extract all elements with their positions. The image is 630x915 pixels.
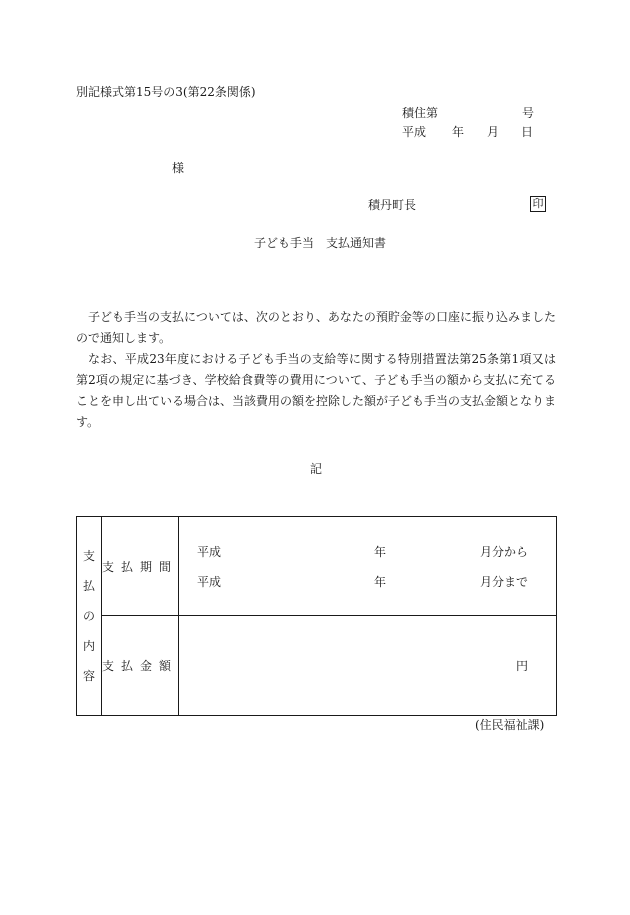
period-to-era: 平成 [197, 575, 222, 589]
sender-name: 積丹町長 [368, 198, 417, 212]
side-label-char: 支 [82, 549, 95, 563]
document-title: 子ども手当 支払通知書 [254, 236, 387, 250]
date-era: 平成 [402, 125, 427, 139]
body-text [76, 307, 556, 433]
side-label-char: 払 [82, 579, 95, 593]
document-number-suffix: 号 [522, 106, 535, 120]
seal-mark: 印 [530, 196, 546, 212]
payment-contents-label [77, 517, 102, 716]
date-year: 年 [452, 125, 465, 139]
period-from-year: 年 [374, 545, 387, 559]
paragraph-notice: 子ども手当の支払については、次のとおり、あなたの預貯金等の口座に振り込みましたので通知します。 [76, 310, 556, 345]
ki-marker: 記 [310, 462, 323, 476]
addressee-honorific: 様 [172, 161, 185, 175]
department-footer: (住民福祉課) [475, 718, 545, 732]
side-label-char: 内 [82, 639, 95, 653]
payment-period-value [179, 517, 557, 616]
paragraph-deduction: なお、平成23年度における子ども手当の支給等に関する特別措置法第25条第1項又は第2項の規定に基づき、学校給食費等の費用について、子ども手当の額から支払に充てることを申し出ている場合は、当該費用の額を控除した額が子ども手当の支払金額となります。 [76, 352, 557, 429]
period-from-era: 平成 [197, 545, 222, 559]
payment-details-table [76, 516, 557, 716]
period-from-month: 月分から [480, 545, 529, 559]
document-number-label: 積住第 [402, 106, 439, 120]
side-label-char: の [82, 609, 95, 623]
period-to-year: 年 [374, 575, 387, 589]
date-day: 日 [521, 125, 534, 139]
form-reference: 別記様式第15号の3(第22条関係) [76, 85, 256, 99]
payment-amount-value [179, 616, 557, 716]
period-to-month: 月分まで [480, 575, 529, 589]
payment-period-label: 支払期間 [102, 517, 179, 616]
payment-amount-label: 支払金額 [102, 616, 179, 716]
amount-unit: 円 [516, 659, 529, 673]
side-label-char: 容 [82, 669, 95, 683]
date-month: 月 [487, 125, 500, 139]
